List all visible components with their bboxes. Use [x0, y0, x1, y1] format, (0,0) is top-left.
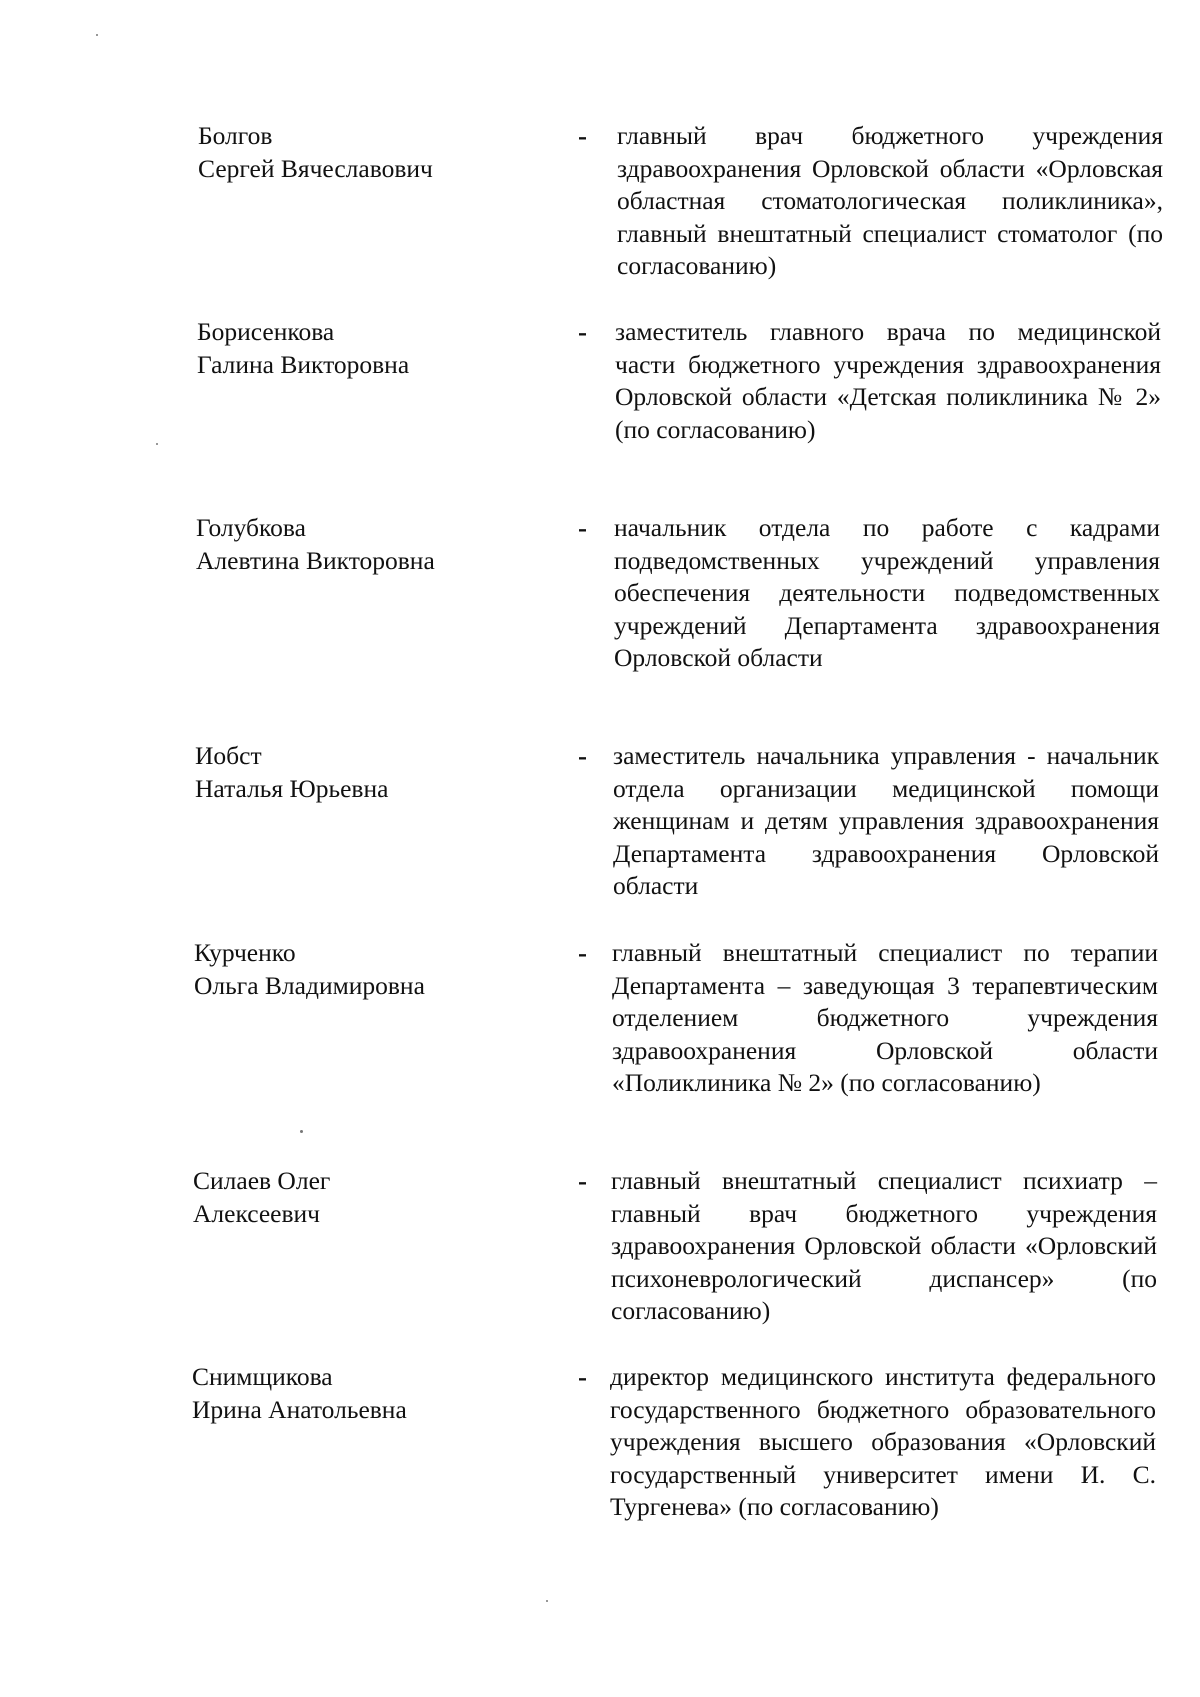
member-dash: - — [578, 317, 587, 347]
member-dash: - — [578, 938, 587, 968]
scan-speck — [300, 1130, 303, 1133]
member-position: начальник отдела по работе с кадрами подведомственных учреждений управления обеспечения деятельности подведомственных учреждений Департамента здравоохранения Орловской области — [614, 513, 1160, 672]
scan-speck — [96, 34, 98, 36]
member-dash: - — [578, 1166, 587, 1196]
member-name: Снимщикова Ирина Анатольевна — [192, 1362, 407, 1424]
member-dash: - — [578, 741, 587, 771]
member-position: главный внештатный специалист психиатр – главный врач бюджетного учреждения здравоохранения Орловской области «Орловский психоневрологический диспансер» (по согласованию) — [611, 1166, 1157, 1325]
member-name: Иобст Наталья Юрьевна — [195, 741, 389, 803]
member-position: главный внештатный специалист по терапии Департамента – заведующая 3 терапевтическим отделением бюджетного учреждения здравоохранения Орловской области «Поликлиника № 2» (по согласованию) — [612, 938, 1158, 1097]
member-dash: - — [578, 513, 587, 543]
member-name: Борисенкова Галина Викторовна — [197, 317, 410, 379]
member-position: главный врач бюджетного учреждения здравоохранения Орловской области «Орловская областная стоматологическая поликлиника», главный внештатный специалист стоматолог (по согласованию) — [617, 121, 1163, 280]
scan-speck — [546, 1600, 548, 1602]
scan-speck — [156, 443, 158, 445]
member-position: заместитель начальника управления - начальник отдела организации медицинской помощи женщинам и детям управления здравоохранения Департамента здравоохранения Орловской области — [613, 741, 1159, 900]
member-name: Силаев Олег Алексеевич — [193, 1166, 331, 1228]
member-position: директор медицинского института федерального государственного бюджетного образовательного учреждения высшего образования «Орловский государственный университет имени И. С. Тургенева» (по согласованию) — [610, 1362, 1156, 1521]
member-position: заместитель главного врача по медицинской части бюджетного учреждения здравоохранения Орловской области «Детская поликлиника № 2» (по согласованию) — [615, 317, 1161, 444]
member-name: Голубкова Алевтина Викторовна — [196, 513, 435, 575]
member-name: Курченко Ольга Владимировна — [194, 938, 425, 1000]
member-dash: - — [578, 121, 587, 151]
member-dash: - — [578, 1362, 587, 1392]
member-name: Болгов Сергей Вячеславович — [198, 121, 433, 183]
